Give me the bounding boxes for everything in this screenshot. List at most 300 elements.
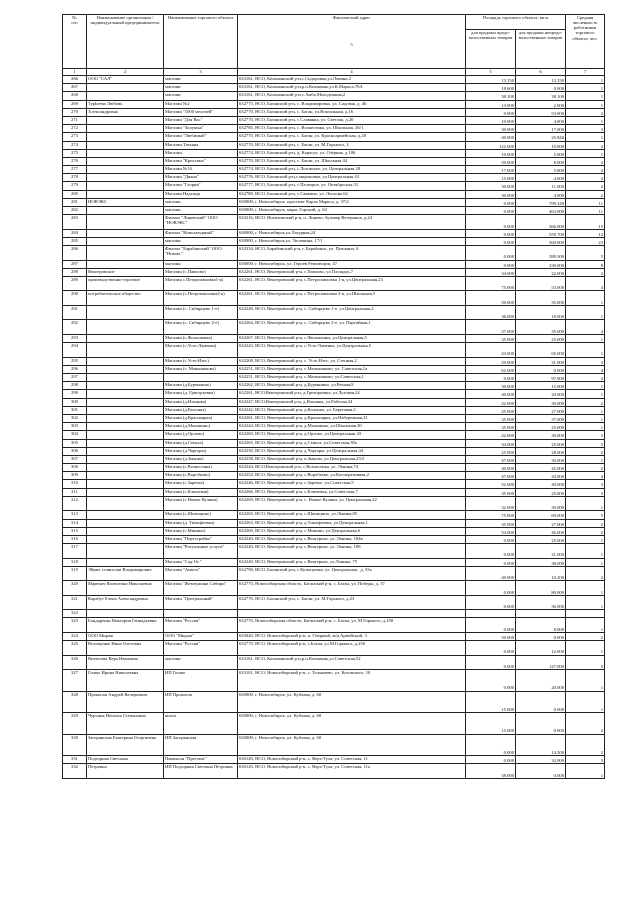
row-organization (87, 535, 164, 543)
row-address: 632261, НСО,Венгеровский р-н, д.Григорьевка, ул.Луговая,24 (238, 390, 466, 398)
row-address: 632268, НСО, Венгеровский р-н, с. Усть-Изес, ул. Степная,2 (238, 357, 466, 365)
row-number: 307 (63, 455, 87, 463)
row-address: 633161, НСО, Колыванский р-н,с.Амба,Молодежная,2 (238, 92, 466, 100)
row-area-food: 0.000 (466, 108, 516, 116)
row-organization (87, 182, 164, 190)
row-workers: 1 (566, 496, 605, 511)
row-address: 632770, Новосибирская область, Баганский р-н, с. Баган, ул. Победы, д. 37 (238, 581, 466, 596)
row-area-nonfood: 43.000 (516, 472, 566, 480)
row-number: 317 (63, 544, 87, 559)
row-area-food: 10.000 (466, 116, 516, 124)
row-trade-object: Магазин "Любимый" (164, 133, 238, 141)
row-area-food: 32.000 (466, 496, 516, 511)
table-row (63, 618, 605, 633)
row-organization (87, 237, 164, 245)
row-trade-object: Магазин №16 (164, 166, 238, 174)
row-number: 269 (63, 100, 87, 108)
row-area-nonfood: 11.000 (516, 182, 566, 190)
row-workers: 3 (566, 125, 605, 133)
row-area-nonfood: 25.840 (516, 133, 566, 141)
row-area-nonfood: 38.000 (516, 558, 566, 566)
row-trade-object: Магазин (с. Сибирцево 1-е) (164, 305, 238, 320)
row-organization (87, 357, 164, 365)
row-area-food: 40.000 (466, 464, 516, 472)
row-trade-object: Магазин (с. Меньшиково) (164, 365, 238, 373)
row-organization: ООО "САЛ" (87, 76, 164, 84)
row-area-nonfood: 0.000 (516, 764, 566, 779)
row-area-nonfood: 27.000 (516, 519, 566, 527)
row-area-nonfood: 27.000 (516, 406, 566, 414)
row-workers: 5 (566, 246, 605, 261)
row-number: 292 (63, 320, 87, 335)
row-area-nonfood: 5.800 (516, 166, 566, 174)
row-address: 630000, г. Новосибирск,ул.Лазурная,24 (238, 229, 466, 237)
table-row (63, 229, 605, 237)
row-organization: Волощенко Инна Олеговна (87, 641, 164, 656)
table-row (63, 496, 605, 511)
table-row (63, 237, 605, 245)
table-row (63, 581, 605, 596)
row-workers: 4 (566, 276, 605, 291)
row-organization (87, 472, 164, 480)
row-organization: Прокопов Андрей Валерьевич (87, 691, 164, 713)
row-area-nonfood: 30.000 (516, 431, 566, 439)
row-area-nonfood: 8.000 (516, 157, 566, 165)
row-area-nonfood: 463.000 (516, 207, 566, 215)
row-area-food: 35.000 (466, 423, 516, 431)
row-trade-object: ИП Загорянская (164, 734, 238, 756)
row-area-food: 25.000 (466, 447, 516, 455)
row-area-food: 35.000 (466, 414, 516, 422)
row-organization: Петровна (87, 764, 164, 779)
row-area-food: 0.000 (466, 229, 516, 237)
row-number: 319 (63, 566, 87, 581)
row-workers: 1 (566, 343, 605, 358)
row-workers: 1 (566, 670, 605, 692)
row-area-food: 52.000 (466, 480, 516, 488)
column-number: 1 (63, 69, 87, 76)
row-workers: 1 (566, 595, 605, 610)
row-organization (87, 133, 164, 141)
row-area-nonfood: 366.000 (516, 215, 566, 230)
row-workers: 23 (566, 237, 605, 245)
row-area-nonfood: 30.000 (516, 455, 566, 463)
row-trade-object: Магазин (с.Вознесенка) (164, 464, 238, 472)
table-row (63, 406, 605, 414)
table-row (63, 343, 605, 358)
row-address: 632261, НСО, Венгеровский р-н, с.Петропавловка 2-я, ул.Школьная,5 (238, 291, 466, 306)
table-row (63, 439, 605, 447)
row-trade-object: Магазин "Россия" (164, 618, 238, 633)
row-area-food: 36.000 (466, 305, 516, 320)
row-organization (87, 166, 164, 174)
row-area-nonfood: 35.000 (516, 291, 566, 306)
row-organization (87, 190, 164, 198)
row-address: 632770, НСО, Баганский р-н, с.Славянка, ул. Светлая, д.20 (238, 116, 466, 124)
row-area-food: 0.000 (466, 558, 516, 566)
row-area-nonfood: 5.000 (516, 149, 566, 157)
row-area-nonfood: 25.000 (516, 423, 566, 431)
row-workers: 1 (566, 76, 605, 84)
row-trade-object: Филиал "Линевский" ООО "НОВЭКС" (164, 215, 238, 230)
row-area-food: 0.000 (466, 544, 516, 559)
row-organization (87, 246, 164, 261)
row-area-food: 30.000 (466, 125, 516, 133)
row-address: 632334, НСО, Барабинский р-н, г. Барабинск, ул. Пушкина, 6 (238, 246, 466, 261)
table-row (63, 198, 605, 206)
row-area-nonfood: 38.100 (516, 92, 566, 100)
row-organization (87, 390, 164, 398)
row-area-food: 17.000 (466, 166, 516, 174)
row-area-nonfood: 25.000 (516, 439, 566, 447)
row-address: 632774, НСО, Баганский р-н, с.Лозовское, ул. Центральная 28 (238, 166, 466, 174)
row-address: 632240, НСО, Венгеровский р-н, с.Венгерово, ул. Ленина, 188 (238, 544, 466, 559)
row-workers: 3 (566, 431, 605, 439)
row-number: 306 (63, 447, 87, 455)
row-organization (87, 215, 164, 230)
row-area-nonfood: 15.000 (516, 382, 566, 390)
row-trade-object: Магазин (д.Красноярка) (164, 414, 238, 422)
table-row (63, 357, 605, 365)
row-address: 632770, НСО, Новосибирский р-н, с.Баган, ул.М.Горького, д.250 (238, 641, 466, 656)
row-area-food: 0.000 (466, 670, 516, 692)
row-organization (87, 414, 164, 422)
row-address: 632251, НСО, Венгеровский р-н, с.Меньшиково, ул.Советская,1 (238, 374, 466, 382)
row-area-food: 0.000 (466, 207, 516, 215)
row-number: 287 (63, 260, 87, 268)
row-number: 300 (63, 398, 87, 406)
row-number: 298 (63, 382, 87, 390)
row-trade-object: Магазин "Диана" (164, 174, 238, 182)
row-address: 632240, НСО, Венгеровский р-н, с.Венгерово, ул.Ленина, 75 (238, 558, 466, 566)
table-row (63, 382, 605, 390)
row-number: 325 (63, 641, 87, 656)
row-address: 632776, НСО, Баганский р-н,с.мироновка, ул.Центральная 43 (238, 174, 466, 182)
row-number: 270 (63, 108, 87, 116)
row-workers: 2 (566, 190, 605, 198)
row-area-food: 0.000 (466, 535, 516, 543)
row-trade-object: магазин (164, 655, 238, 670)
row-organization (87, 439, 164, 447)
row-trade-object: Магазин (д.Бурениино) (164, 382, 238, 390)
row-area-food: 29.000 (466, 357, 516, 365)
row-organization: ООО Мираж (87, 632, 164, 640)
row-workers: 2 (566, 566, 605, 581)
row-number: 285 (63, 237, 87, 245)
row-area-nonfood: 25.000 (516, 334, 566, 342)
row-workers: 1 (566, 334, 605, 342)
row-organization (87, 496, 164, 511)
table-row (63, 670, 605, 692)
row-address: 632258, НСО, Венгеровский р-н, п.Зыково, ул.Центральная,23/2 (238, 455, 466, 463)
table-row (63, 544, 605, 559)
row-trade-object: Магазин "Золушка" (164, 125, 238, 133)
row-organization (87, 527, 164, 535)
row-address: 630000, г. Новосибирск, ул. Кубовая, д. 60 (238, 713, 466, 735)
row-area-food: 15.000 (466, 691, 516, 713)
row-area-nonfood: 21.000 (516, 544, 566, 559)
row-number: 283 (63, 215, 87, 230)
row-organization: Подгорная Светлана (87, 756, 164, 764)
row-workers: 1 (566, 423, 605, 431)
row-organization (87, 488, 164, 496)
row-organization (87, 320, 164, 335)
row-trade-object: Магазин (с. Сибирцево 2-е) (164, 320, 238, 335)
table-row (63, 390, 605, 398)
row-organization (87, 229, 164, 237)
row-address: 630000, г. Новосибирск,ул. Тюленина, 17/1 (238, 237, 466, 245)
row-trade-object: магазин (164, 237, 238, 245)
row-organization: Турkeeва Любовь (87, 100, 164, 108)
row-address: 632243, НСО, Венгеровский р-н, с.Усть-Ламенка, ул.Центральная,5 (238, 343, 466, 358)
row-number: 293 (63, 334, 87, 342)
row-address: 632261, НСО, Венгеровский р-н, с.Павлово, ул.Площадь,7 (238, 268, 466, 276)
row-number: 328 (63, 691, 87, 713)
row-trade-object: ИП Гошко (164, 670, 238, 692)
row-number: 305 (63, 439, 87, 447)
row-number: 321 (63, 595, 87, 610)
row-organization (87, 447, 164, 455)
row-organization (87, 92, 164, 100)
row-area-food: 40.000 (466, 133, 516, 141)
row-organization: Чурсина Наталья Степановна (87, 713, 164, 735)
row-trade-object: ООО "Мираж" (164, 632, 238, 640)
table-row (63, 734, 605, 756)
row-number: 281 (63, 198, 87, 206)
row-number: 310 (63, 480, 87, 488)
table-row (63, 455, 605, 463)
row-organization: Загорянская Екатерина Георгиевна (87, 734, 164, 756)
row-area-food: 0.000 (466, 595, 516, 610)
row-workers: 1 (566, 455, 605, 463)
row-workers: 2 (566, 108, 605, 116)
row-workers: 2 (566, 464, 605, 472)
row-workers: 2 (566, 527, 605, 535)
row-organization (87, 374, 164, 382)
row-trade-object: Магазин (д.Чаргары) (164, 447, 238, 455)
row-address: 632265, НСО, Венгеровский р-н, с.Шипицино, ул.Ленина,85 (238, 511, 466, 519)
table-row (63, 182, 605, 190)
row-workers: 2 (566, 166, 605, 174)
row-trade-object: Магазин (с.Заречье) (164, 480, 238, 488)
row-workers: 2 (566, 447, 605, 455)
row-area-nonfood: 560.000 (516, 237, 566, 245)
row-area-food: 43.000 (466, 343, 516, 358)
row-area-nonfood: 46.000 (516, 527, 566, 535)
row-workers: 1 (566, 618, 605, 633)
row-address: 632248, НСО, Венгеровский р-н, с. Сибирцево 1-е, ул.Центральная,2 (238, 305, 466, 320)
row-trade-object: Магазин "Глория" (164, 182, 238, 190)
row-workers: 2 (566, 141, 605, 149)
row-trade-object: ИП Подгорная Светлана Петровна (164, 764, 238, 779)
table-row (63, 305, 605, 320)
row-organization: потребительское общество (87, 291, 164, 306)
row-number: 316 (63, 535, 87, 543)
row-area-food: 35.000 (466, 334, 516, 342)
row-number: 332 (63, 764, 87, 779)
row-number: 323 (63, 618, 87, 633)
row-area-nonfood: 13.150 (516, 76, 566, 84)
row-trade-object: магазин (164, 84, 238, 92)
table-row (63, 595, 605, 610)
row-area-food: 40.000 (466, 566, 516, 581)
row-area-food: 45.000 (466, 406, 516, 414)
row-organization: НОВЭКС (87, 198, 164, 206)
row-number: 290 (63, 291, 87, 306)
column-number: 3 (164, 69, 238, 76)
row-area-nonfood: 10.000 (516, 141, 566, 149)
row-trade-object: Магазин "Россия" (164, 641, 238, 656)
row-organization: Марекич Валентина Николаевна (87, 581, 164, 596)
row-organization (87, 207, 164, 215)
row-organization: Бондаренко Виктория Геннадьевна (87, 618, 164, 633)
row-area-food: 35.000 (466, 488, 516, 496)
row-number: 318 (63, 558, 87, 566)
row-number: 276 (63, 157, 87, 165)
row-workers: 3 (566, 480, 605, 488)
table-row (63, 157, 605, 165)
row-address: 632261, НСО, Венгеровский р-н, с.Петропавловка 1-я, ул.Центральная,23 (238, 276, 466, 291)
table-row (63, 632, 605, 640)
row-area-nonfood: 0.000 (516, 713, 566, 735)
row-organization (87, 382, 164, 390)
row-trade-object: магазин (164, 92, 238, 100)
header-address (238, 15, 466, 69)
row-area-food: 50.000 (466, 291, 516, 306)
row-area-food: 15.000 (466, 174, 516, 182)
row-address: 630000, г. Новосибирск, проспект Карла Маркса, д. 37/2 (238, 198, 466, 206)
row-trade-object (164, 610, 238, 618)
row-area-nonfood: 65.000 (516, 343, 566, 358)
row-workers: 3 (566, 756, 605, 764)
table-row (63, 511, 605, 519)
row-workers: 1 (566, 581, 605, 596)
row-address: 632263, НСО, Венгеровский р-н, д.Тимофеевка, ул.Центральная,1 (238, 519, 466, 527)
table-row (63, 713, 605, 735)
row-trade-object: магазин (164, 76, 238, 84)
row-area-food: 18.600 (466, 84, 516, 92)
row-number: 327 (63, 670, 87, 692)
row-area-food: 42.000 (466, 431, 516, 439)
table-row (63, 246, 605, 261)
row-number: 275 (63, 149, 87, 157)
row-trade-object: Магазин (с.Усть-Изес) (164, 357, 238, 365)
table-row (63, 76, 605, 84)
row-address: 632251, НСО, Венгеровский р-н, с.Меньшиково, ул. Советская,1а (238, 365, 466, 373)
row-area-food: 38.000 (466, 764, 516, 779)
row-address: 632267, НСО, Венгеровский р-н, с.Филошенка, ул.Центральная,5 (238, 334, 466, 342)
row-workers: 3 (566, 439, 605, 447)
table-row (63, 447, 605, 455)
table-row (63, 756, 605, 764)
row-area-food: 0.000 (466, 655, 516, 670)
row-address: 633161, НСО, Колыванский р-н,р.п.Колывань,ул.К.Маркса,70А (238, 84, 466, 92)
row-number: 330 (63, 734, 87, 756)
header-address-label: Фактический адрес (332, 15, 371, 20)
row-area-nonfood: 0.000 (516, 84, 566, 92)
header-area-nonfood: для продажи непродо-вольственных товаров (516, 30, 566, 69)
row-area-food: 47.000 (466, 472, 516, 480)
row-organization: Александровна (87, 108, 164, 116)
row-area-food: 75.000 (466, 511, 516, 519)
row-number: 288 (63, 268, 87, 276)
row-address: 632770, НСО, Баганский р-н, с. Баган, ул. М.Горького, 3 (238, 141, 466, 149)
row-trade-object: киоск (164, 713, 238, 735)
row-number: 312 (63, 496, 87, 511)
row-workers: 2 (566, 174, 605, 182)
row-area-nonfood: 80.000 (516, 581, 566, 596)
row-organization (87, 544, 164, 559)
row-address: 630000, г. Новосибирск, ул. Героев Революции, 47 (238, 260, 466, 268)
row-number: 295 (63, 357, 87, 365)
row-number: 296 (63, 365, 87, 373)
row-organization: Венгеровское (87, 268, 164, 276)
table-row (63, 464, 605, 472)
row-organization (87, 455, 164, 463)
row-trade-object: Магазин (с.Павлово) (164, 268, 238, 276)
row-number: 314 (63, 519, 87, 527)
row-area-nonfood: 45.000 (516, 464, 566, 472)
row-address: 633161, НСО, Колыванский р-н,р.п.Колывань,ул.Советская,52 (238, 655, 466, 670)
row-number: 286 (63, 246, 87, 261)
row-area-food: 13.000 (466, 100, 516, 108)
table-row (63, 276, 605, 291)
row-address (238, 610, 466, 618)
row-area-nonfood: 589.300 (516, 246, 566, 261)
registry-table (62, 14, 605, 779)
table-row (63, 190, 605, 198)
row-organization (87, 365, 164, 373)
row-organization (87, 141, 164, 149)
row-number: 308 (63, 464, 87, 472)
row-workers: 1 (566, 691, 605, 713)
row-area-nonfood: 37.000 (516, 414, 566, 422)
row-area-nonfood: 559.700 (516, 229, 566, 237)
row-trade-object: Филиал "Барабинский" ООО "Новэкс" (164, 246, 238, 261)
row-trade-object: Магазин (с.Петропавловка2-я) (164, 291, 238, 306)
row-area-nonfood: 53.000 (516, 276, 566, 291)
row-number: 313 (63, 511, 87, 519)
row-workers: 1 (566, 544, 605, 559)
row-workers: 2 (566, 182, 605, 190)
row-area-nonfood: 40.000 (516, 480, 566, 488)
table-row (63, 268, 605, 276)
row-area-food: 34.000 (466, 439, 516, 447)
row-workers: 2 (566, 374, 605, 382)
row-organization (87, 519, 164, 527)
row-area-nonfood (516, 610, 566, 618)
row-organization (87, 406, 164, 414)
table-row (63, 108, 605, 116)
row-number: 322 (63, 610, 87, 618)
row-number: 278 (63, 174, 87, 182)
row-address: 632775, НСО, Баганский р-н, с. Владимировка, ул. Садовая, д. 46 (238, 100, 466, 108)
row-number: 268 (63, 92, 87, 100)
header-organization: Наименование организации / индивидуальный предприниматель (87, 15, 164, 69)
row-organization (87, 334, 164, 342)
row-address: 632264, НСО, Венгеровский р-н, с. Сибирцево 2-е, ул. Партийная,1 (238, 320, 466, 335)
row-area-food: 122.000 (466, 141, 516, 149)
row-workers: 2 (566, 157, 605, 165)
row-area-nonfood: 53.000 (516, 108, 566, 116)
row-trade-object: Магазин "Центральный" (164, 595, 238, 610)
table-row (63, 166, 605, 174)
row-address: 632265, НСО, Венгеровский р-н, д.Сеньга, ул.Советская,30а (238, 439, 466, 447)
row-area-food: 50.000 (466, 157, 516, 165)
row-area-nonfood: 147.000 (516, 655, 566, 670)
row-address: 632777, НСО, Баганский р-н, с.Палецкое, ул. Октябрьская 31 (238, 182, 466, 190)
row-workers: 2 (566, 519, 605, 527)
